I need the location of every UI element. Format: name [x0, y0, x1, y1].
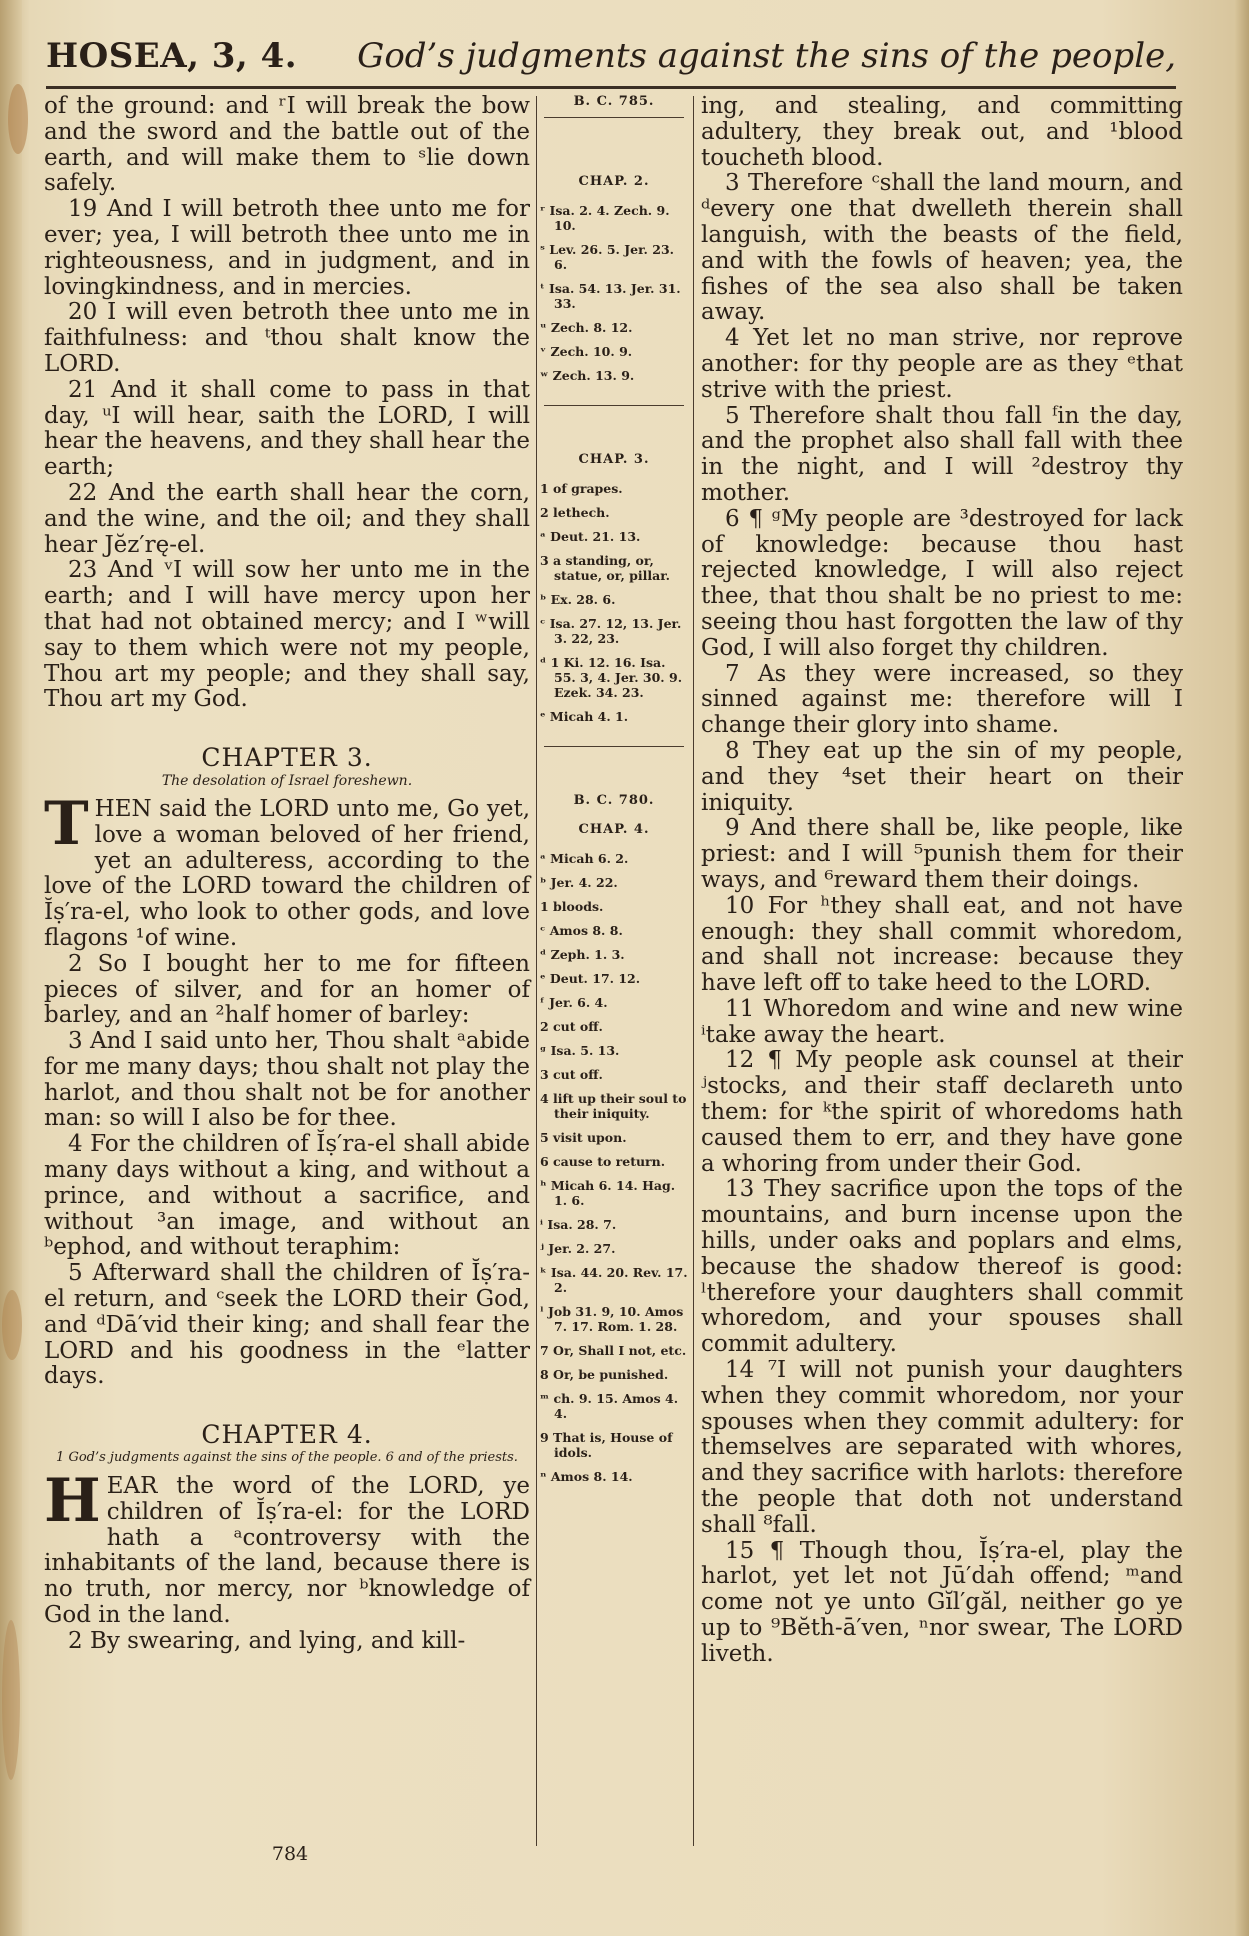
- margin-chapter-head: CHAP. 4.: [578, 822, 650, 837]
- chapter4-title: CHAPTER 4.: [201, 1420, 373, 1450]
- margin-reference: ⁿ Amos 8. 14.: [540, 1469, 633, 1484]
- margin-reference: ʲ Jer. 2. 27.: [540, 1241, 616, 1256]
- margin-reference: ᵗ Isa. 54. 13. Jer. 31. 33.: [540, 281, 681, 311]
- verse: 2 So I bought her to me for fifteen pieces of silver, and for an homer of barley, and an ²half homer of barley:: [44, 950, 530, 1029]
- margin-reference: 5 visit upon.: [540, 1130, 627, 1145]
- page-edge: [1235, 0, 1249, 1936]
- stain-mark: [2, 1290, 22, 1360]
- chapter4-verse1: HEAR the word of the LORD, ye children of Ĭṣ′ra-el: for the LORD hath a ᵃcontroversy with the inhabitants of the land, because there is no truth, nor mercy, nor ᵇknowledge of God in the land.: [44, 1466, 530, 1629]
- right-text-column: [701, 94, 1183, 1668]
- margin-reference: ᵘ Zech. 8. 12.: [540, 320, 633, 335]
- margin-rule: [544, 117, 684, 118]
- margin-reference: ᶜ Amos 8. 8.: [540, 923, 623, 938]
- margin-chapter-head: CHAP. 3.: [578, 452, 650, 467]
- chapter3-verse1: THEN said the LORD unto me, Go yet, love a woman beloved of her friend, yet an adulteress, according to the love of the LORD toward the children of Ĭṣ′ra-el, who look to other gods, and love flagons ¹of wine.: [44, 788, 530, 951]
- page-topic-heading: God’s judgments against the sins of the people,: [357, 36, 1176, 76]
- margin-reference: ᵏ Isa. 44. 20. Rev. 17. 2.: [540, 1265, 688, 1295]
- margin-rule: [544, 405, 684, 406]
- chapter3-title: CHAPTER 3.: [201, 743, 373, 773]
- margin-reference: ᵃ Deut. 21. 13.: [540, 529, 641, 544]
- chapter3-summary: The desolation of Israel foreshewn.: [161, 772, 413, 789]
- margin-reference: ˡ Job 31. 9, 10. Amos 7. 17. Rom. 1. 28.: [540, 1304, 684, 1334]
- dropcap-letter: T: [44, 788, 89, 859]
- verse: 11 Whoredom and wine and new wine ⁱtake away the heart.: [701, 995, 1183, 1048]
- margin-reference: ᵇ Jer. 4. 22.: [540, 875, 618, 890]
- stain-mark: [2, 1620, 20, 1780]
- margin-reference: 8 Or, be punished.: [540, 1367, 669, 1382]
- verse: 4 For the children of Ĭṣ′ra-el shall abide many days without a king, and without a prince, and without a sacrifice, and without ³an image, and without an ᵇephod, and without teraphim:: [44, 1131, 530, 1261]
- verse: 8 They eat up the sin of my people, and they ⁴set their heart on their iniquity.: [701, 737, 1183, 816]
- verse: 5 Afterward shall the children of Ĭṣ′ra-el return, and ᶜseek the LORD their God, and ᵈDā′vid their king; and shall fear the LORD and his goodness in the ᵉlatter days.: [44, 1260, 530, 1390]
- margin-reference: ʳ Isa. 2. 4. Zech. 9. 10.: [540, 203, 670, 233]
- margin-reference: ᶠ Jer. 6. 4.: [540, 995, 608, 1010]
- margin-reference: 7 Or, Shall I not, etc.: [540, 1343, 687, 1358]
- verse: ing, and stealing, and committing adultery, they break out, and ¹blood toucheth blood.: [701, 93, 1183, 171]
- verse: 7 As they were increased, so they sinned against me: therefore will I change their glory into shame.: [701, 660, 1183, 739]
- verse: 2 By swearing, and lying, and kill-: [68, 1627, 466, 1654]
- margin-reference: ᵈ Zeph. 1. 3.: [540, 947, 625, 962]
- verse: 21 And it shall come to pass in that day, ᵘI will hear, saith the LORD, I will hear the heavens, and they shall hear the earth;: [44, 376, 530, 481]
- stain-mark: [8, 84, 28, 154]
- verse: 3 Therefore ᶜshall the land mourn, and ᵈevery one that dwelleth therein shall languish, with the beasts of the field, and with the fowls of heaven; yea, the fishes of the sea also shall be taken away.: [701, 170, 1183, 326]
- verse: 5 Therefore shalt thou fall ᶠin the day, and the prophet also shall fall with thee in the night, and I will ²destroy thy mother.: [701, 402, 1183, 506]
- running-header: [46, 30, 1176, 89]
- margin-reference: 2 cut off.: [540, 1019, 603, 1034]
- verse: of the ground: and ʳI will break the bow and the sword and the battle out of the earth, and will make them to ˢlie down safely.: [44, 93, 530, 197]
- page-number: 784: [271, 1843, 309, 1865]
- verse: 4 Yet let no man strive, nor reprove another: for thy people are as they ᵉthat strive with the priest.: [701, 325, 1183, 403]
- margin-reference: 1 of grapes.: [540, 481, 623, 496]
- margin-reference: ᵃ Micah 6. 2.: [540, 851, 629, 866]
- margin-reference: ᵐ ch. 9. 15. Amos 4. 4.: [540, 1391, 679, 1421]
- margin-reference: ʰ Micah 6. 14. Hag. 1. 6.: [540, 1178, 676, 1208]
- column-rule: [536, 96, 537, 1846]
- margin-chapter-head: CHAP. 2.: [578, 174, 650, 189]
- verse: 20 I will even betroth thee unto me in faithfulness: and ᵗthou shalt know the LORD.: [44, 299, 530, 377]
- margin-rule: [544, 746, 684, 747]
- margin-reference: 9 That is, House of idols.: [540, 1430, 673, 1460]
- margin-reference: ˢ Lev. 26. 5. Jer. 23. 6.: [540, 242, 674, 272]
- margin-reference: 6 cause to return.: [540, 1154, 666, 1169]
- left-text-column: [44, 94, 530, 1655]
- verse: 15 ¶ Though thou, Ĭṣ′ra-el, play the harlot, yet let not Jū′dah offend; ᵐand come not ye unto Gĭl′găl, neither go ye up to ⁹Bĕth-ā′ven, ⁿnor swear, The LORD liveth.: [701, 1537, 1183, 1667]
- verse: 3 And I said unto her, Thou shalt ᵃabide for me many days; thou shalt not play the harlot, and thou shalt not be for another man: so will I also be for thee.: [44, 1028, 530, 1132]
- margin-reference: ᵈ 1 Ki. 12. 16. Isa. 55. 3, 4. Jer. 30. 9. Ezek. 34. 23.: [540, 655, 683, 700]
- margin-reference: ᵉ Micah 4. 1.: [540, 709, 629, 724]
- margin-reference: ᵛ Zech. 10. 9.: [540, 344, 633, 359]
- verse: 14 ⁷I will not punish your daughters when they commit whoredom, nor your spouses when they commit adultery: for themselves are separated with whores, and they sacrifice with harlots: therefore the people that doth not understand shall ⁸fall.: [701, 1357, 1183, 1538]
- verse: 6 ¶ ᵍMy people are ³destroyed for lack of knowledge: because thou hast rejected knowledge, I will also reject thee, that thou shalt be no priest to me: seeing thou hast forgotten the law of thy God, I will also forget thy children.: [701, 505, 1183, 661]
- margin-references: [540, 94, 688, 1846]
- book-chapter-heading: HOSEA, 3, 4.: [46, 36, 298, 76]
- verse: 23 And ᵛI will sow her unto me in the earth; and I will have mercy upon her that had not obtained mercy; and I ʷwill say to them which were not my people, Thou art my people; and they shall say, Thou art my God.: [44, 557, 530, 713]
- margin-reference: ᵉ Deut. 17. 12.: [540, 971, 641, 986]
- margin-reference: 4 lift up their soul to their iniquity.: [540, 1091, 687, 1121]
- margin-reference: 3 cut off.: [540, 1067, 603, 1082]
- margin-reference: ᵍ Isa. 5. 13.: [540, 1043, 620, 1058]
- chapter2-continuation: [44, 94, 530, 713]
- verse: 9 And there shall be, like people, like priest: and I will ⁵punish them for their ways, and ⁶reward them their doings.: [701, 815, 1183, 893]
- verse: 22 And the earth shall hear the corn, and the wine, and the oil; and they shall hear Jĕz′rę-el.: [44, 479, 530, 558]
- margin-reference: 3 a standing, or, statue, or, pillar.: [540, 553, 671, 583]
- margin-reference: 1 bloods.: [540, 899, 604, 914]
- verse: 12 ¶ My people ask counsel at their ʲstocks, and their staff declareth unto them: for ᵏthe spirit of whoredoms hath caused them to err, and they have gone a whoring from under their God.: [701, 1047, 1183, 1177]
- dropcap-letter: H: [44, 1466, 101, 1537]
- chapter4-summary: 1 God’s judgments against the sins of the people. 6 and of the priests.: [56, 1450, 518, 1466]
- margin-reference: 2 lethech.: [540, 505, 610, 520]
- margin-year: B. C. 785.: [573, 94, 655, 109]
- column-rule: [693, 96, 694, 1846]
- margin-reference: ᶜ Isa. 27. 12, 13. Jer. 3. 22, 23.: [540, 616, 682, 646]
- verse: 13 They sacrifice upon the tops of the mountains, and burn incense upon the hills, under oaks and poplars and elms, because the shadow thereof is good: ˡtherefore your daughters shall commit whoredom, and your spouses shall commit adultery.: [701, 1176, 1183, 1358]
- margin-year: B. C. 780.: [573, 793, 655, 808]
- verse: 19 And I will betroth thee unto me for ever; yea, I will betroth thee unto me in righteousness, and in judgment, and in lovingkindness, and in mercies.: [44, 196, 530, 300]
- margin-reference: ʷ Zech. 13. 9.: [540, 368, 635, 383]
- margin-reference: ᵇ Ex. 28. 6.: [540, 592, 616, 607]
- verse: 10 For ʰthey shall eat, and not have enough: they shall commit whoredom, and shall not increase: because they have left off to take heed to the LORD.: [701, 892, 1183, 997]
- margin-reference: ⁱ Isa. 28. 7.: [540, 1217, 617, 1232]
